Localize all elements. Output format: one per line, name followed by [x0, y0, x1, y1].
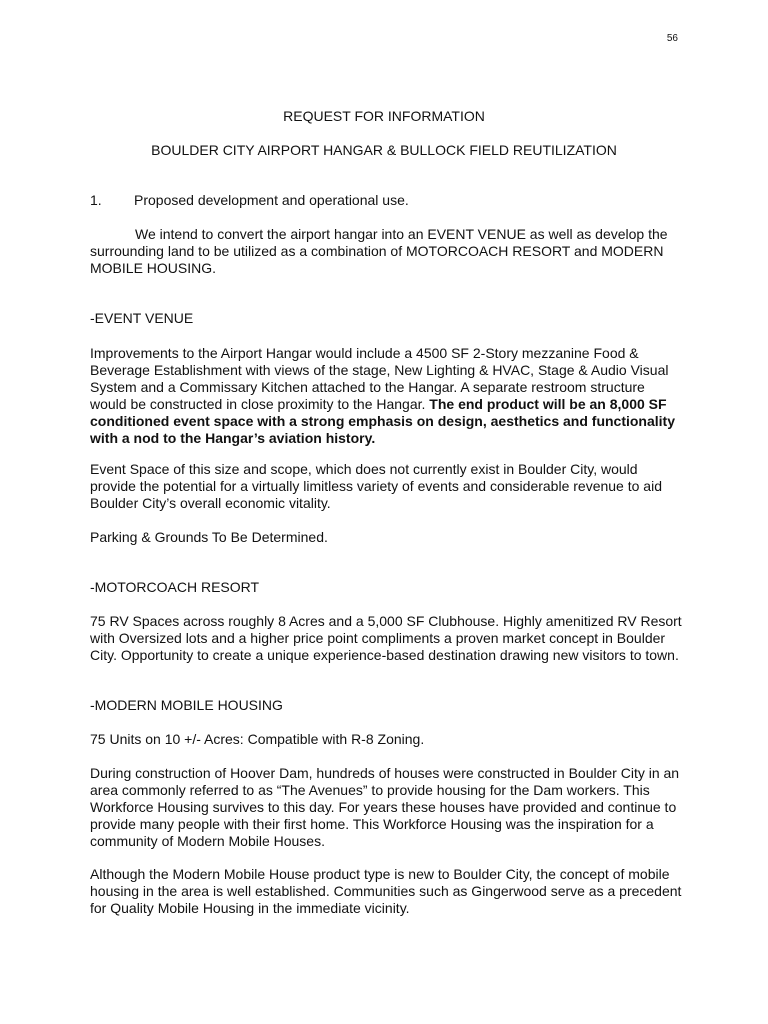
event-venue-text: Improvements to the Airport Hangar would include a 4500 SF 2-Story mezzanine Food & Beverage Establishment with views of the stage, New Lighting & HVAC, Stage & Audio Visual System and a Commissary Kitchen attached to the Hangar. A separate restroom structure would be constructed in close proximity to the Hangar. — [90, 345, 669, 412]
intro-paragraph — [90, 226, 682, 277]
modern-mobile-housing-paragraph-2: During construction of Hoover Dam, hundreds of houses were constructed in Boulder City in an area commonly referred to as “The Avenues” to provide housing for the Dam workers. This Workforce Housing survives to this day. For years these houses have provided and continue to provide many people with their first home. This Workforce Housing was the inspiration for a community of Modern Mobile Houses. — [90, 765, 680, 849]
modern-mobile-housing-paragraph-3: Although the Modern Mobile House product type is new to Boulder City, the concept of mobile housing in the area is well established. Communities such as Gingerwood serve as a precedent for Quality Mobile Housing in the immediate vicinity. — [90, 866, 682, 916]
event-venue-heading: -EVENT VENUE — [90, 310, 194, 326]
document-title: REQUEST FOR INFORMATION — [283, 108, 485, 124]
page-number: 56 — [666, 33, 678, 44]
event-venue-paragraph-2: Event Space of this size and scope, which does not currently exist in Boulder City, would provide the potential for a virtually limitless variety of events and considerable revenue to aid Boulder City’s overall economic vitality. — [90, 461, 662, 511]
section-1-heading — [90, 192, 682, 209]
intro-text: We intend to convert the airport hangar into an EVENT VENUE as well as develop the surrounding land to be utilized as a combination of MOTORCOACH RESORT and MODERN MOBILE HOUSING. — [90, 226, 668, 276]
modern-mobile-housing-heading: -MODERN MOBILE HOUSING — [90, 697, 283, 713]
document-subtitle: BOULDER CITY AIRPORT HANGAR & BULLOCK FIELD REUTILIZATION — [151, 142, 617, 158]
motorcoach-resort-paragraph: 75 RV Spaces across roughly 8 Acres and a 5,000 SF Clubhouse. Highly amenitized RV Resort with Oversized lots and a higher price point compliments a proven market concept in Boulder City. Opportunity to create a unique experience-based destination drawing new visitors to town. — [90, 613, 682, 663]
motorcoach-resort-heading: -MOTORCOACH RESORT — [90, 579, 260, 595]
section-number: 1. — [90, 192, 102, 208]
event-venue-paragraph-3: Parking & Grounds To Be Determined. — [90, 529, 328, 545]
event-venue-bold-text: The end product will be an 8,000 SF conditioned event space with a strong emphasis on design, aesthetics and functionality with a nod to the Hangar’s aviation history. — [90, 396, 675, 446]
section-heading-text: Proposed development and operational use. — [134, 192, 409, 208]
event-venue-paragraph-1 — [90, 345, 682, 447]
modern-mobile-housing-paragraph-1: 75 Units on 10 +/- Acres: Compatible with R-8 Zoning. — [90, 731, 425, 747]
